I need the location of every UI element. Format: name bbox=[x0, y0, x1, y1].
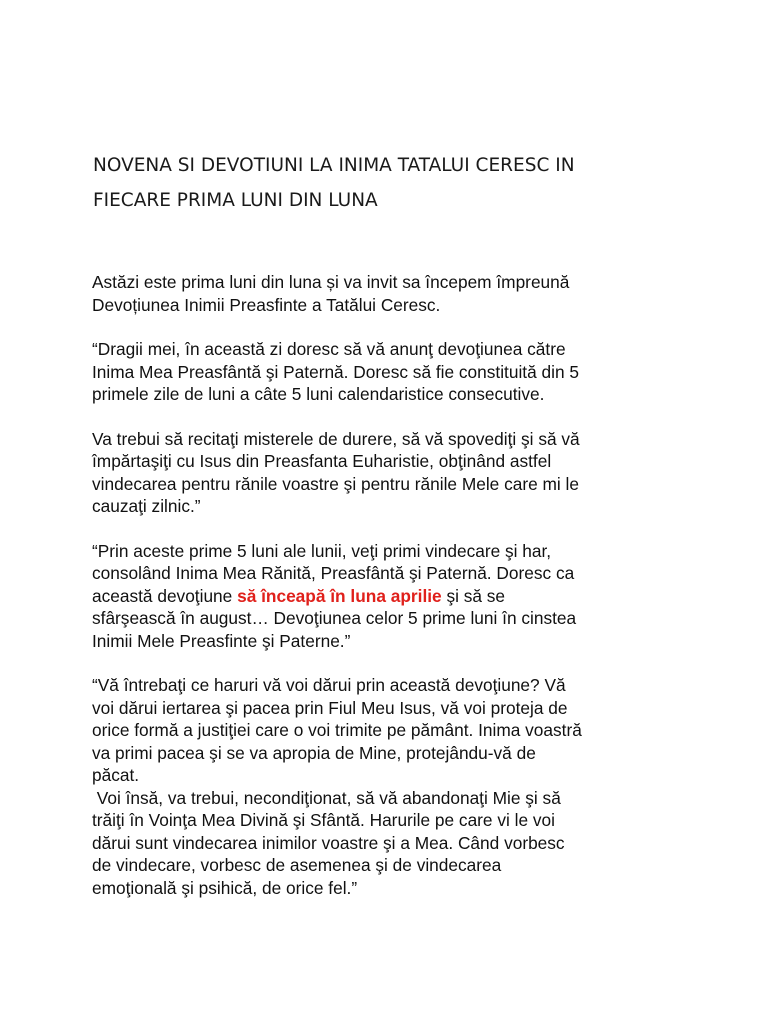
text-line: primele zile de luni a câte 5 luni calendaristice consecutive. bbox=[92, 384, 545, 404]
text-fragment: această devoţiune bbox=[92, 585, 238, 606]
text-line: Devoțiunea Inimii Preasfinte a Tatălui Ceresc. bbox=[92, 294, 441, 315]
text-line: vindecarea pentru rănile voastre şi pentru rănile Mele care mi le bbox=[92, 473, 579, 494]
text-line: sfârşească în august… Devoţiunea celor 5 prime luni în cinstea bbox=[92, 608, 577, 628]
text-line: orice formă a justiţiei care o voi trimite pe pământ. Inima voastră bbox=[92, 720, 582, 740]
paragraph-instructions bbox=[92, 428, 712, 518]
document-body bbox=[92, 271, 712, 921]
text-line: trăiţi în Voinţa Mea Divină şi Sfântă. Harurile pe care vi le voi bbox=[92, 810, 555, 830]
text-line-with-highlight bbox=[92, 585, 712, 608]
text-line: emoţională şi psihică, de orice fel.” bbox=[92, 877, 358, 898]
text-line: împărtaşiţi cu Isus din Preasfanta Euharistie, obţinând astfel bbox=[92, 451, 552, 471]
text-fragment: şi să se bbox=[441, 585, 506, 606]
text-line: Inima Mea Preasfântă şi Paternă. Doresc să fie constituită din 5 bbox=[92, 361, 579, 382]
text-line: va primi pacea şi se va apropia de Mine, protejându-vă de bbox=[92, 742, 536, 763]
text-line: Va trebui să recitaţi misterele de durere, să vă spovediţi şi să vă bbox=[92, 428, 580, 449]
paragraph-announcement bbox=[92, 338, 712, 406]
text-line: consolând Inima Mea Rănită, Preasfântă şi Paternă. Doresc ca bbox=[92, 563, 575, 583]
paragraph-graces bbox=[92, 674, 712, 899]
highlighted-text: să înceapă în luna aprilie bbox=[237, 585, 442, 606]
text-line: Voi însă, va trebui, necondiţionat, să vă abandonaţi Mie şi să bbox=[92, 787, 561, 808]
paragraph-intro bbox=[92, 271, 712, 316]
text-line: dărui sunt vindecarea inimilor voastre şi a Mea. Când vorbesc bbox=[92, 832, 565, 853]
text-line: cauzaţi zilnic.” bbox=[92, 496, 201, 516]
text-line: păcat. bbox=[92, 765, 140, 785]
text-line: voi dărui iertarea şi pacea prin Fiul Meu Isus, vă voi proteja de bbox=[92, 697, 568, 718]
document-title bbox=[93, 148, 713, 218]
title-line: FIECARE PRIMA LUNI DIN LUNA bbox=[93, 190, 378, 211]
text-line: “Dragii mei, în această zi doresc să vă anunţ devoţiunea către bbox=[92, 339, 566, 359]
text-line: “Prin aceste prime 5 luni ale lunii, veţi primi vindecare şi har, bbox=[92, 540, 552, 561]
text-line: “Vă întrebaţi ce haruri vă voi dărui prin această devoţiune? Vă bbox=[92, 675, 566, 695]
text-line: Astăzi este prima luni din luna și va invit sa începem împreună bbox=[92, 272, 570, 292]
text-line: Inimii Mele Preasfinte şi Paterne.” bbox=[92, 630, 351, 651]
title-line: NOVENA SI DEVOTIUNI LA INIMA TATALUI CERESC IN bbox=[93, 155, 575, 176]
paragraph-months bbox=[92, 540, 712, 653]
text-line: de vindecare, vorbesc de asemenea şi de vindecarea bbox=[92, 855, 502, 875]
